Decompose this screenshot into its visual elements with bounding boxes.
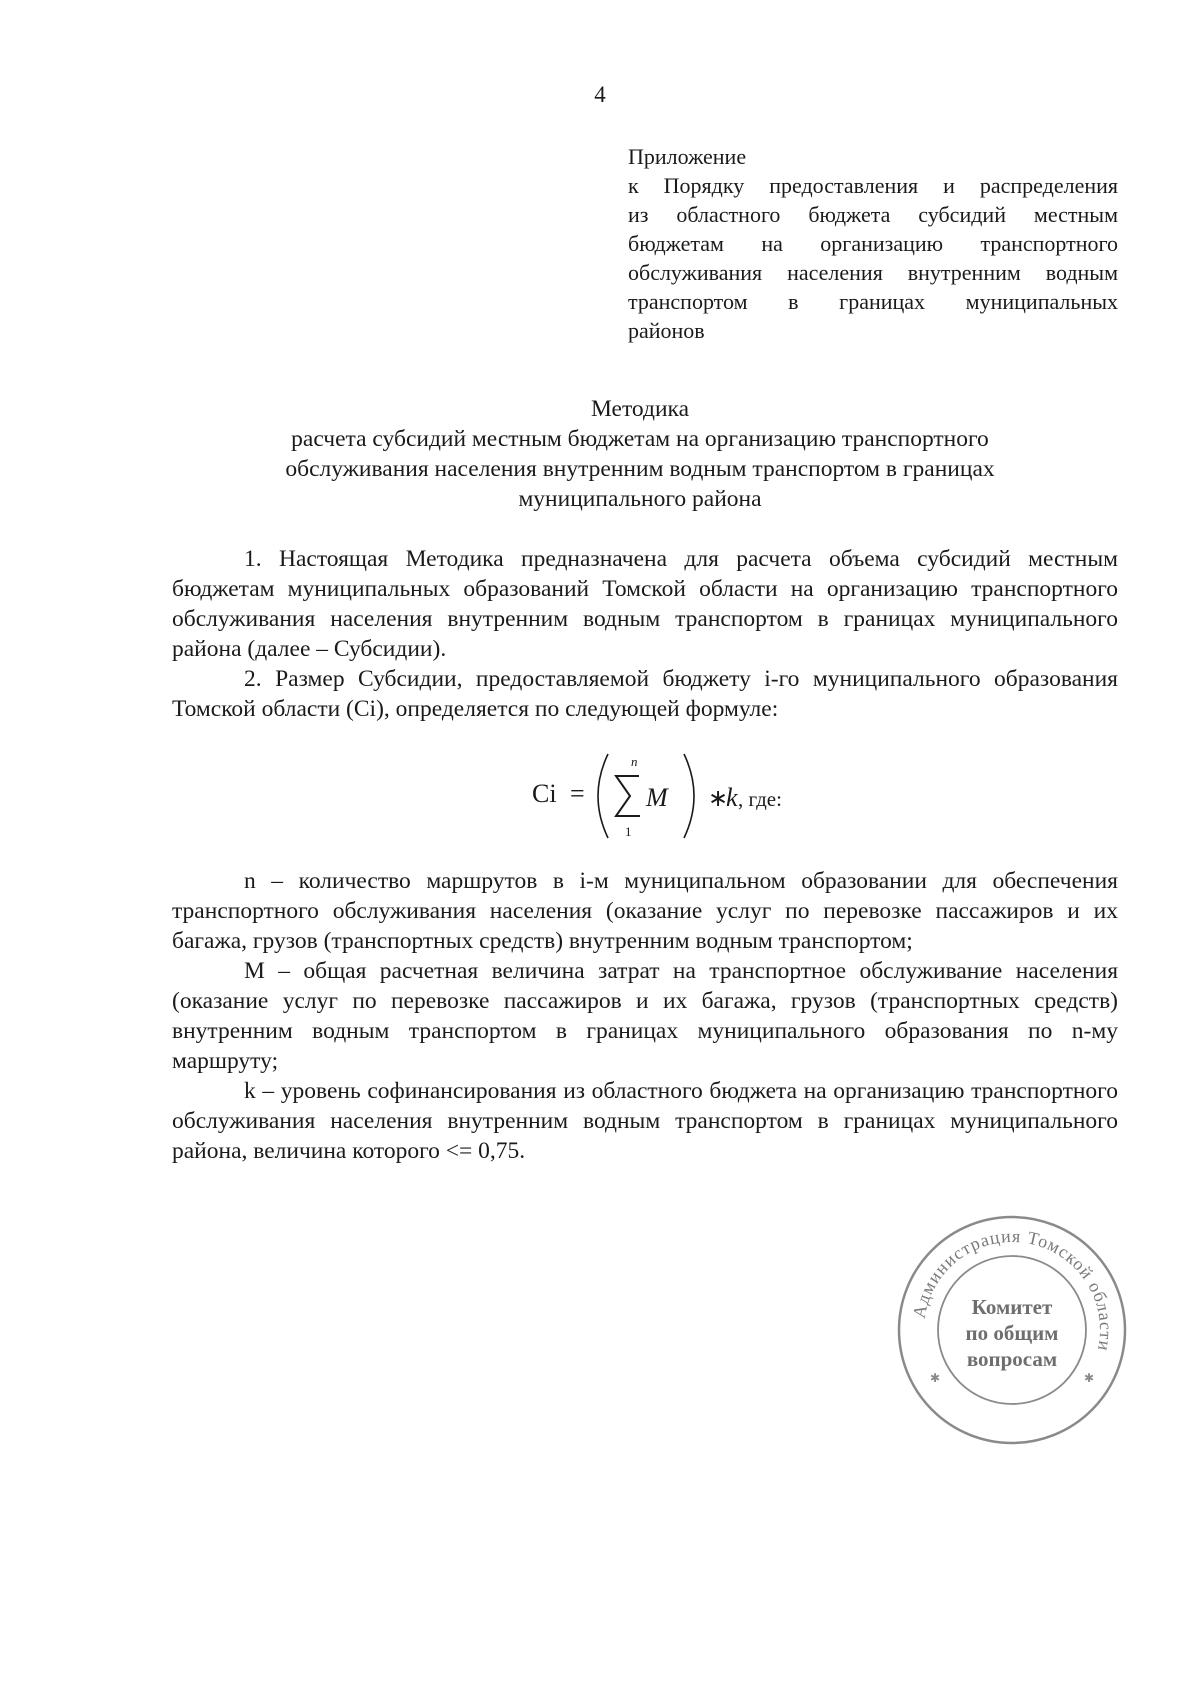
stamp-center-line: Комитет bbox=[971, 1295, 1053, 1319]
stamp-star-icon: ✱ bbox=[930, 1371, 941, 1385]
formula-summand: M bbox=[646, 783, 668, 812]
appendix-line: из областного бюджета субсидий местным bbox=[628, 202, 1118, 227]
appendix-line: транспортом в границах муниципальных bbox=[628, 289, 1118, 314]
definition-k: k – уровень софинансирования из областного бюджета на организацию транспортного обслуживания населения внутренним водным транспортом в границах муниципального района, величина которого <= 0,75. bbox=[172, 1078, 1118, 1164]
formula-suffix: , где: bbox=[738, 787, 782, 811]
stamp-ring-text: Администрация Томской области bbox=[908, 1225, 1117, 1354]
appendix-title: Приложение bbox=[628, 144, 747, 169]
stamp-star-icon: ✱ bbox=[1084, 1371, 1095, 1385]
appendix-line: к Порядку предоставления и распределения bbox=[628, 173, 1118, 198]
official-stamp bbox=[896, 1214, 1128, 1446]
definitions-block bbox=[172, 866, 1118, 1166]
stamp-center-line: по общим bbox=[965, 1321, 1059, 1345]
right-paren bbox=[684, 754, 694, 838]
appendix-line: бюджетам на организацию транспортного bbox=[628, 231, 1118, 256]
sum-lower-limit: 1 bbox=[625, 824, 632, 839]
formula-multiply: ∗ bbox=[708, 786, 729, 812]
sigma-icon bbox=[616, 776, 640, 816]
appendix-block bbox=[628, 142, 1118, 345]
formula-lhs: Ci bbox=[532, 779, 557, 808]
heading-line: обслуживания населения внутренним водным транспортом в границах bbox=[285, 456, 995, 482]
heading-line: муниципального района bbox=[518, 486, 762, 512]
paragraph-1: 1. Настоящая Методика предназначена для расчета объема субсидий местным бюджетам муниципальных образований Томской области на организацию транспортного обслуживания населения внутренним водным транспортом в границах муниципального района (далее – Субсидии). bbox=[172, 546, 1118, 662]
body-text bbox=[172, 544, 1118, 724]
subsidy-formula bbox=[520, 746, 820, 846]
sum-upper-limit: n bbox=[631, 754, 638, 769]
definition-m: M – общая расчетная величина затрат на транспортное обслуживание населения (оказание услуг по перевозке пассажиров и их багажа, грузов (транспортных средств) внутренним водным транспортом в границах муниципального образования по n-му маршруту; bbox=[172, 958, 1118, 1074]
appendix-line: районов bbox=[628, 318, 705, 343]
heading-title: Методика bbox=[590, 396, 690, 422]
paragraph-2: 2. Размер Субсидии, предоставляемой бюджету i-го муниципального образования Томской области (Ci), определяется по следующей формуле: bbox=[172, 666, 1118, 722]
stamp-center-line: вопросам bbox=[966, 1347, 1058, 1371]
page-number: 4 bbox=[594, 82, 606, 107]
document-heading bbox=[200, 394, 1080, 514]
formula-equals: = bbox=[570, 779, 585, 808]
formula-factor: k bbox=[726, 783, 738, 812]
left-paren bbox=[598, 754, 608, 838]
appendix-line: обслуживания населения внутренним водным bbox=[628, 260, 1118, 285]
heading-line: расчета субсидий местным бюджетам на организацию транспортного bbox=[291, 426, 989, 452]
definition-n: n – количество маршрутов в i-м муниципальном образовании для обеспечения транспортного обслуживания населения (оказание услуг по перевозке пассажиров и их багажа, грузов (транспортных средств) внутренним водным транспортом; bbox=[172, 868, 1118, 954]
